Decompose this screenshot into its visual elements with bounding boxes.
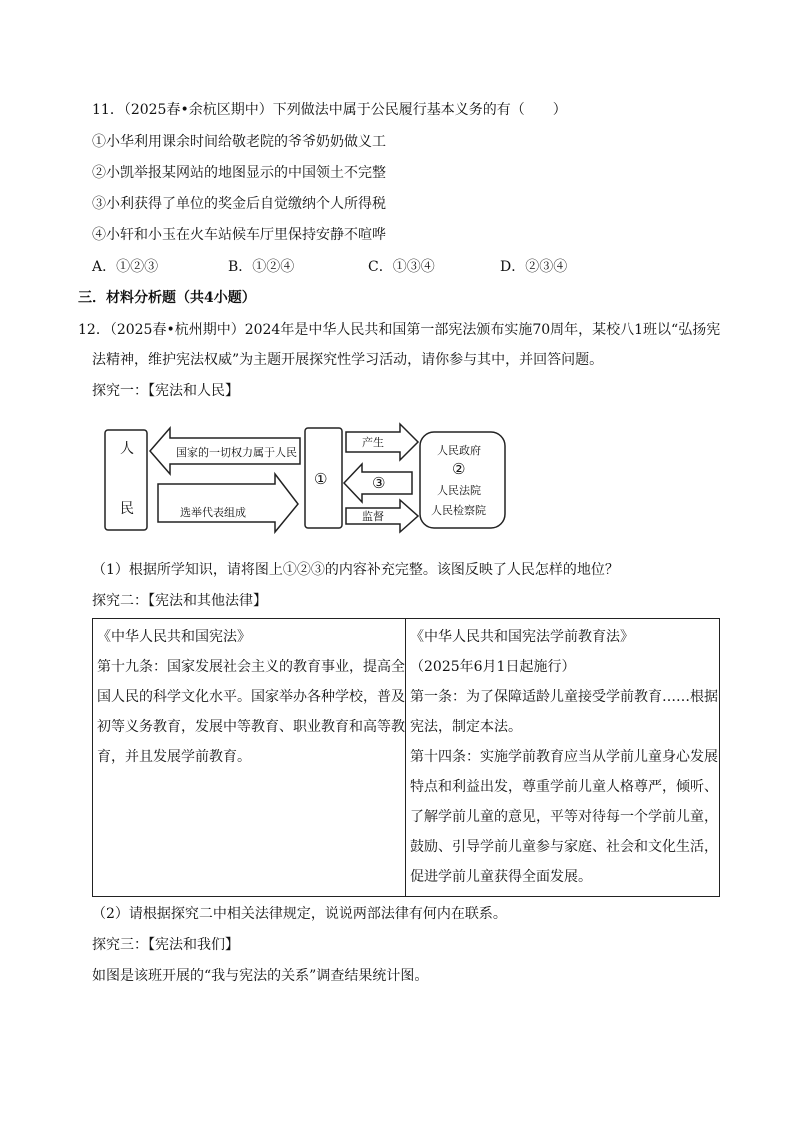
preschool-law-text-line: （2025年6月1日起施行） — [410, 659, 576, 675]
blank-1: ① — [314, 470, 328, 488]
blank-3: ③ — [372, 474, 386, 492]
preschool-law-text-line: 第一条：为了保障适龄儿童接受学前教育……根据 — [410, 689, 718, 705]
q12-stem-line1: 12．（2025春•杭州期中）2024年是中华人民共和国第一部宪法颁布实施70周年，某校八1班以“弘扬宪 — [78, 322, 721, 338]
constitution-text-line: 育，并且发展学前教育。 — [97, 749, 251, 765]
explore-2-title: 探究二：【宪法和其他法律】 — [92, 593, 267, 609]
constitution-title: 《中华人民共和国宪法》 — [97, 629, 251, 645]
survey-intro: 如图是该班开展的“我与宪法的关系”调查结果统计图。 — [92, 968, 429, 984]
supervise-label: 监督 — [362, 510, 384, 523]
constitution-people-diagram — [100, 420, 510, 535]
preschool-law-text-line: 促进学前儿童获得全面发展。 — [410, 869, 592, 885]
q11-option-b: B．①②④ — [228, 259, 295, 275]
sub-question-2: （2）请根据探究二中相关法律规定，说说两部法律有何内在联系。 — [92, 906, 507, 922]
people-char-2: 民 — [120, 501, 134, 517]
power-arrow-label: 国家的一切权力属于人民 — [176, 446, 297, 459]
q11-item-3: ③小利获得了单位的奖金后自觉缴纳个人所得税 — [92, 196, 386, 212]
explore-3-title: 探究三：【宪法和我们】 — [92, 937, 239, 953]
section-title: 三．材料分析题（共4小题） — [78, 290, 256, 306]
q11-option-a: A．①②③ — [92, 259, 159, 275]
preschool-law-text-line: 鼓励、引导学前儿童参与家庭、社会和文化生活， — [410, 839, 718, 855]
q11-option-d: D．②③④ — [500, 259, 568, 275]
preschool-law-text-line: 宪法，制定本法。 — [410, 719, 522, 735]
preschool-law-title: 《中华人民共和国宪法学前教育法》 — [410, 629, 634, 645]
q11-item-4: ④小轩和小玉在火车站候车厅里保持安静不喧哗 — [92, 227, 386, 243]
elect-arrow-label: 选举代表组成 — [180, 506, 246, 519]
explore-1-title: 探究一：【宪法和人民】 — [92, 383, 239, 399]
sub-question-1: （1）根据所学知识，请将图上①②③的内容补充完整。该图反映了人民怎样的地位？ — [92, 562, 619, 578]
preschool-law-text-line: 第十四条：实施学前教育应当从学前儿童身心发展 — [410, 749, 718, 765]
q11-item-1: ①小华利用课余时间给敬老院的爷爷奶奶做义工 — [92, 134, 386, 150]
constitution-text-line: 第十九条：国家发展社会主义的教育事业，提高全 — [97, 659, 405, 675]
constitution-cell — [93, 619, 406, 897]
q11-option-c: C．①③④ — [368, 259, 435, 275]
produce-label: 产生 — [362, 436, 384, 449]
q12-stem-line2: 法精神，维护宪法权威”为主题开展探究性学习活动，请你参与其中，并回答问题。 — [92, 352, 604, 368]
q11-stem: 11．（2025春•余杭区期中）下列做法中属于公民履行基本义务的有（ ） — [92, 102, 567, 118]
gov-label: 人民政府 — [437, 444, 481, 457]
preschool-law-cell — [406, 619, 720, 897]
preschool-law-text-line: 了解学前儿童的意见，平等对待每一个学前儿童， — [410, 809, 718, 825]
blank-2: ② — [452, 460, 466, 478]
procuratorate-label: 人民检察院 — [431, 504, 486, 517]
law-comparison-table — [92, 618, 720, 897]
court-label: 人民法院 — [437, 484, 481, 497]
constitution-text-line: 初等义务教育，发展中等教育、职业教育和高等教 — [97, 719, 405, 735]
q11-item-2: ②小凯举报某网站的地图显示的中国领土不完整 — [92, 165, 386, 181]
preschool-law-text-line: 特点和利益出发，尊重学前儿童人格尊严，倾听、 — [410, 779, 718, 795]
people-char-1: 人 — [120, 441, 134, 457]
constitution-text-line: 国人民的科学文化水平。国家举办各种学校，普及 — [97, 689, 405, 705]
